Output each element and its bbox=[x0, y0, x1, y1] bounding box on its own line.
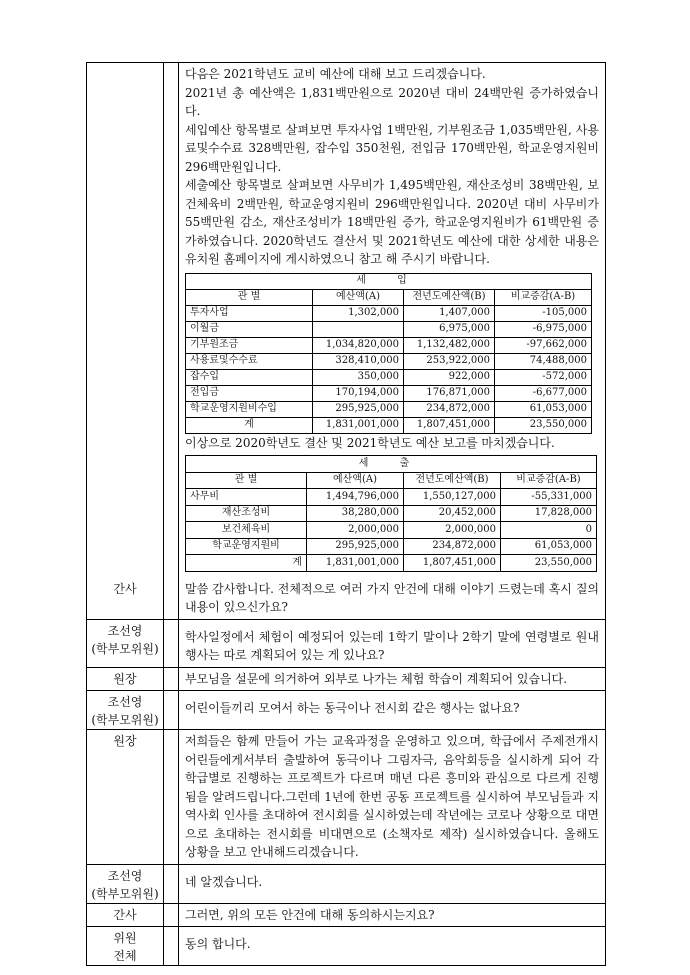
table-cell: 잡수입 bbox=[186, 369, 313, 385]
table-cell: 20,452,000 bbox=[404, 505, 501, 522]
report-paragraph: 세입예산 항목별로 살펴보면 투자사업 1백만원, 기부원조금 1,035백만원, 사용료및수수료 328백만원, 잡수입 350천원, 전입금 170백만원, 학교운영지원비 296백만원입니다. bbox=[185, 122, 599, 174]
table-cell: -55,331,000 bbox=[501, 489, 597, 506]
speaker-cell bbox=[87, 620, 164, 667]
expense-row bbox=[186, 538, 597, 555]
table-cell: 350,000 bbox=[313, 369, 404, 385]
dialogue-text: 부모님을 설문에 의거하여 외부로 나가는 체험 학습이 계획되어 있습니다. bbox=[185, 671, 568, 686]
expense-table-title: 세 출 bbox=[186, 456, 597, 473]
table-cell: 2,000,000 bbox=[404, 522, 501, 539]
expense-table-header bbox=[186, 472, 597, 489]
dialogue-row bbox=[87, 619, 605, 667]
table-cell: 2,000,000 bbox=[307, 522, 404, 539]
table-cell: 전입금 bbox=[186, 385, 313, 401]
income-row bbox=[186, 305, 592, 321]
table-cell: 1,132,482,000 bbox=[404, 337, 495, 353]
speaker-cell bbox=[87, 904, 164, 927]
margin-cell bbox=[164, 691, 179, 729]
income-table bbox=[185, 273, 592, 434]
table-cell: 보건체육비 bbox=[186, 522, 307, 539]
table-cell: 계 bbox=[186, 417, 313, 433]
table-cell: 234,872,000 bbox=[404, 401, 495, 417]
margin-cell bbox=[164, 620, 179, 667]
speaker-cell bbox=[87, 730, 164, 864]
table-cell: 1,807,451,000 bbox=[404, 417, 495, 433]
table-cell: 23,550,000 bbox=[495, 417, 592, 433]
income-table-header bbox=[186, 289, 592, 305]
dialogue-row bbox=[87, 926, 605, 965]
speaker-name: 간사 bbox=[113, 907, 137, 922]
speaker-cell bbox=[87, 691, 164, 729]
speaker-cell bbox=[87, 927, 164, 965]
speaker-cell bbox=[87, 865, 164, 903]
report-paragraph: 다음은 2021학년도 교비 예산에 대해 보고 드리겠습니다. bbox=[185, 67, 486, 81]
speaker-name: 조선영 bbox=[107, 623, 143, 638]
table-cell: 61,053,000 bbox=[495, 401, 592, 417]
dialogue-row bbox=[87, 578, 605, 619]
margin-cell bbox=[164, 927, 179, 965]
speaker-name: 전체 bbox=[113, 949, 137, 963]
table-cell: 학교운영지원비 bbox=[186, 538, 307, 555]
table-cell: 17,828,000 bbox=[501, 505, 597, 522]
margin-cell bbox=[164, 668, 179, 691]
income-row bbox=[186, 417, 592, 433]
dialogue-row bbox=[87, 690, 605, 729]
margin-cell bbox=[164, 730, 179, 864]
header-cell: 관 별 bbox=[186, 289, 313, 305]
speaker-name: (학부모위원) bbox=[91, 713, 159, 727]
expense-row bbox=[186, 489, 597, 506]
header-cell: 예산액(A) bbox=[307, 472, 404, 489]
speaker-cell bbox=[87, 668, 164, 691]
table-cell: 1,807,451,000 bbox=[404, 555, 501, 572]
table-cell: 학교운영지원비수입 bbox=[186, 401, 313, 417]
income-table-title: 세 입 bbox=[186, 273, 592, 289]
report-closing: 이상으로 2020학년도 결산 및 2021학년도 예산 보고를 마치겠습니다. bbox=[185, 435, 555, 450]
report-content bbox=[179, 63, 605, 578]
table-cell: 295,925,000 bbox=[307, 538, 404, 555]
table-cell: 23,550,000 bbox=[501, 555, 597, 572]
speaker-cell bbox=[87, 578, 164, 619]
table-cell: 사용료및수수료 bbox=[186, 353, 313, 369]
speaker-cell bbox=[87, 63, 164, 578]
speaker-name: 간사 bbox=[113, 581, 137, 596]
table-cell: 사무비 bbox=[186, 489, 307, 506]
income-row bbox=[186, 385, 592, 401]
table-cell: -6,975,000 bbox=[495, 321, 592, 337]
income-row bbox=[186, 369, 592, 385]
table-cell: 295,925,000 bbox=[313, 401, 404, 417]
table-cell: 1,831,001,000 bbox=[307, 555, 404, 572]
table-cell: 234,872,000 bbox=[404, 538, 501, 555]
dialogue-row bbox=[87, 667, 605, 691]
income-row bbox=[186, 321, 592, 337]
dialogue-text: 네 알겠습니다. bbox=[185, 874, 263, 889]
table-cell: 253,922,000 bbox=[404, 353, 495, 369]
dialogue-text: 그러면, 위의 모든 안건에 대해 동의하시는지요? bbox=[185, 907, 435, 922]
speaker-name: (학부모위원) bbox=[91, 886, 159, 901]
table-cell: 계 bbox=[186, 555, 307, 572]
header-cell: 비교증감(A-B) bbox=[495, 289, 592, 305]
table-cell: 1,034,820,000 bbox=[313, 337, 404, 353]
table-cell: 6,975,000 bbox=[404, 321, 495, 337]
table-cell: 38,280,000 bbox=[307, 505, 404, 522]
header-cell: 비교증감(A-B) bbox=[501, 472, 597, 489]
table-cell: 61,053,000 bbox=[501, 538, 597, 555]
minutes-table bbox=[86, 62, 606, 966]
table-cell bbox=[313, 321, 404, 337]
header-cell: 전년도예산액(B) bbox=[404, 472, 501, 489]
header-cell: 전년도예산액(B) bbox=[404, 289, 495, 305]
table-cell: 74,488,000 bbox=[495, 353, 592, 369]
table-cell: -6,677,000 bbox=[495, 385, 592, 401]
table-cell: 1,407,000 bbox=[404, 305, 495, 321]
table-cell: 기부원조금 bbox=[186, 337, 313, 353]
table-cell: 1,302,000 bbox=[313, 305, 404, 321]
table-cell: 176,871,000 bbox=[404, 385, 495, 401]
speaker-name: 조선영 bbox=[107, 868, 143, 883]
margin-cell bbox=[164, 904, 179, 927]
dialogue-text: 동의 합니다. bbox=[185, 937, 251, 951]
table-cell: 328,410,000 bbox=[313, 353, 404, 369]
margin-cell bbox=[164, 865, 179, 903]
income-row bbox=[186, 337, 592, 353]
speaker-name: 원장 bbox=[113, 734, 137, 748]
table-cell: 투자사업 bbox=[186, 305, 313, 321]
expense-row bbox=[186, 522, 597, 539]
dialogue-text: 어린이들끼리 모여서 하는 동극이나 전시회 같은 행사는 없나요? bbox=[185, 701, 520, 715]
income-row bbox=[186, 353, 592, 369]
report-row bbox=[87, 63, 605, 578]
speaker-name: (학부모위원) bbox=[91, 641, 159, 656]
dialogue-text: 학사일정에서 체험이 예정되어 있는데 1학기 말이나 2학기 말에 연령별로 원내 행사는 따로 계획되어 있는 게 있나요? bbox=[185, 629, 599, 662]
speaker-name: 조선영 bbox=[107, 695, 143, 709]
header-cell: 예산액(A) bbox=[313, 289, 404, 305]
dialogue-row bbox=[87, 864, 605, 903]
dialogue-row bbox=[87, 903, 605, 927]
report-paragraph: 2021년 총 예산액은 1,831백만원으로 2020년 대비 24백만원 증가하였습니다. bbox=[185, 85, 599, 118]
table-cell: 1,494,796,000 bbox=[307, 489, 404, 506]
table-cell: 922,000 bbox=[404, 369, 495, 385]
dialogue-text: 저희들은 함께 만들어 가는 교육과정을 운영하고 있으며, 학급에서 주제전개시 어린들에게서부터 출발하여 동극이나 그림자극, 음악회등을 실시하게 되어 각 학급별로 진행하는 프로젝트가 다르며 매년 다른 흥미와 관심으로 다르게 진행됨을 알려드립니다.그런데 1년에 한번 공동 프로젝트를 실시하여 부모님들과 지역사회 인사를 초대하여 전시회를 실시하였는데 작년에는 코로나 상황으로 대면으로 초대하는 전시회를 비대면으로 (소책자로 제작) 실시하였습니다. 올해도 상황을 보고 안내해드리겠습니다. bbox=[185, 734, 599, 859]
table-cell: 170,194,000 bbox=[313, 385, 404, 401]
table-cell: -572,000 bbox=[495, 369, 592, 385]
income-row bbox=[186, 401, 592, 417]
expense-table bbox=[185, 455, 597, 572]
table-cell: 재산조성비 bbox=[186, 505, 307, 522]
table-cell: 1,831,001,000 bbox=[313, 417, 404, 433]
speaker-name: 원장 bbox=[113, 671, 137, 686]
table-cell: -97,662,000 bbox=[495, 337, 592, 353]
header-cell: 관 별 bbox=[186, 472, 307, 489]
dialogue-text: 말씀 감사합니다. 전체적으로 여러 가지 안건에 대해 이야기 드렸는데 혹시 질의 내용이 있으신가요? bbox=[185, 581, 599, 614]
report-paragraph: 세출예산 항목별로 살펴보면 사무비가 1,495백만원, 재산조성비 38백만원, 보건체육비 2백만원, 학교운영지원비 296백만원입니다. 2020년 대비 사무비가 55백만원 감소, 재산조성비가 18백만원 증가, 학교운영지원비가 61백만원 증가하였습니다. 2020학년도 결산서 및 2021학년도 예산에 대한 상세한 내용은 유치원 홈페이지에 게시하였으니 참고 해 주시기 바랍니다. bbox=[185, 178, 599, 266]
expense-row bbox=[186, 555, 597, 572]
speaker-name: 위원 bbox=[113, 931, 137, 945]
table-cell: 0 bbox=[501, 522, 597, 539]
dialogue-row bbox=[87, 729, 605, 864]
table-cell: 1,550,127,000 bbox=[404, 489, 501, 506]
table-cell: 이월금 bbox=[186, 321, 313, 337]
expense-row bbox=[186, 505, 597, 522]
table-cell: -105,000 bbox=[495, 305, 592, 321]
margin-cell bbox=[164, 578, 179, 619]
